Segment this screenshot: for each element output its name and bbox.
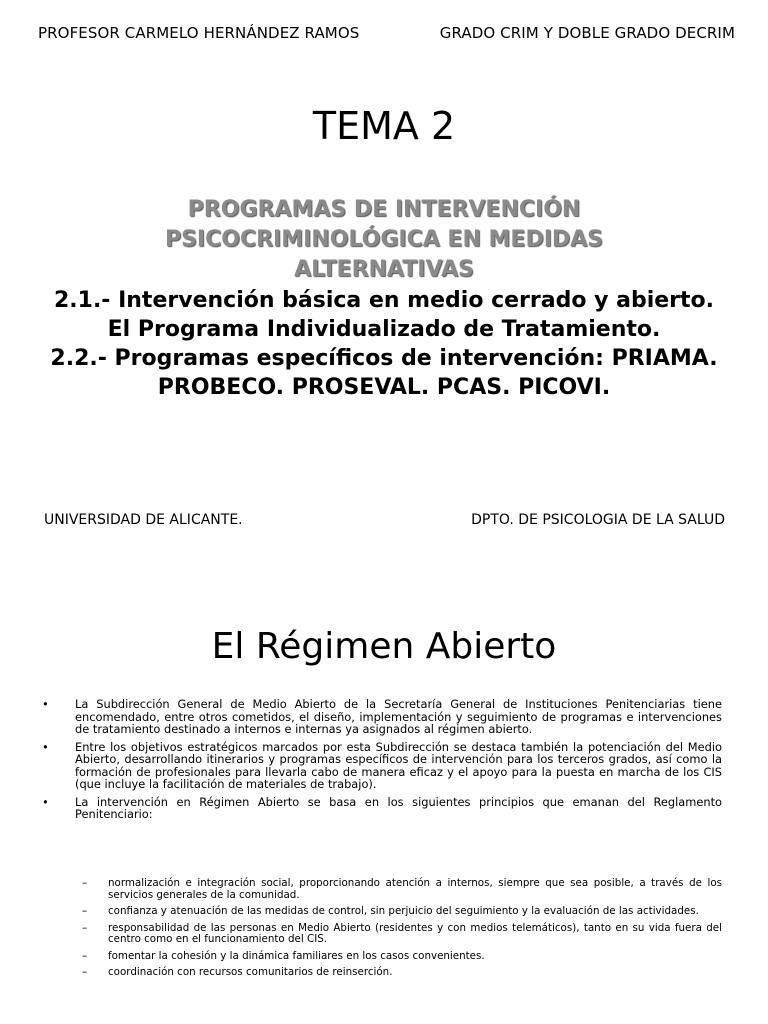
subtitle-line: ALTERNATIVAS bbox=[294, 257, 474, 282]
footer-university: UNIVERSIDAD DE ALICANTE. bbox=[44, 512, 243, 528]
slide-title: El Régimen Abierto bbox=[211, 626, 557, 667]
dash-icon: – bbox=[82, 905, 88, 917]
bullet-icon: • bbox=[42, 697, 49, 711]
list-item bbox=[40, 796, 722, 821]
dash-icon: – bbox=[82, 949, 88, 962]
bullet-text: La intervención en Régimen Abierto se basa en los siguientes principios que emanan del Reglamento Penitenciario: bbox=[75, 794, 722, 821]
bullet-icon: • bbox=[42, 739, 49, 754]
topic-points bbox=[40, 286, 728, 402]
list-item bbox=[82, 951, 722, 963]
list-item bbox=[40, 741, 722, 791]
principle-text: responsabilidad de las personas en Medio Abierto (residentes y con medios telemáticos), tanto en su vida fuera del centro como en el funcionamiento del CIS. bbox=[108, 921, 722, 945]
header-author: PROFESOR CARMELO HERNÁNDEZ RAMOS bbox=[38, 24, 360, 42]
subtitle-line: PROGRAMAS DE INTERVENCIÓN bbox=[187, 197, 581, 222]
subtitle-line: PSICOCRIMINOLÓGICA EN MEDIDAS bbox=[164, 227, 604, 252]
list-item bbox=[40, 698, 722, 736]
bullet-text: La Subdirección General de Medio Abierto de la Secretaría General de Instituciones Penitenciarias tiene encomendado, entre otros cometidos, el diseño, implementación y seguimiento de programas e intervenciones de tratamiento destinado a internos e internas ya asignados al régimen abierto. bbox=[75, 697, 722, 736]
bullet-list bbox=[40, 698, 722, 826]
topic-point: 2.1.- Intervención básica en medio cerrado y abierto. El Programa Individualizado de Tratamiento. bbox=[53, 288, 715, 342]
principles-list bbox=[82, 878, 722, 984]
list-item bbox=[82, 906, 722, 918]
principle-text: normalización e integración social, proporcionando atención a internos, siempre que sea posible, a través de los servicios generales de la comunidad. bbox=[108, 877, 722, 901]
bullet-icon: • bbox=[42, 794, 49, 809]
header-degree: GRADO CRIM Y DOBLE GRADO DECRIM bbox=[439, 24, 735, 42]
principle-text: fomentar la cohesión y la dinámica familiares en los casos convenientes. bbox=[108, 949, 485, 962]
list-item bbox=[82, 878, 722, 901]
topic-point: 2.2.- Programas específicos de intervención: PRIAMA. PROBECO. PROSEVAL. PCAS. PICOVI. bbox=[50, 346, 718, 400]
footer-department: DPTO. DE PSICOLOGIA DE LA SALUD bbox=[471, 512, 725, 528]
dash-icon: – bbox=[82, 966, 88, 978]
principle-text: confianza y atenuación de las medidas de control, sin perjuicio del seguimiento y la evaluación de las actividades. bbox=[108, 905, 699, 917]
bullet-text: Entre los objetivos estratégicos marcados por esta Subdirección se destaca también la potenciación del Medio Abierto, desarrollando itinerarios y programas específicos de intervención para los terceros grados, así como la formación de profesionales para llevarla cabo de manera eficaz y el apoyo para la puesta en marcha de los CIS (que incluye la facilitación de materiales de trabajo). bbox=[75, 739, 722, 791]
dash-icon: – bbox=[82, 877, 88, 889]
principle-text: coordinación con recursos comunitarios de reinserción. bbox=[108, 966, 393, 978]
dash-icon: – bbox=[82, 921, 88, 934]
list-item bbox=[82, 967, 722, 979]
slide-title: TEMA 2 bbox=[312, 104, 456, 148]
topic-subtitle bbox=[84, 195, 684, 285]
list-item bbox=[82, 923, 722, 946]
slide-2 bbox=[0, 578, 768, 1024]
